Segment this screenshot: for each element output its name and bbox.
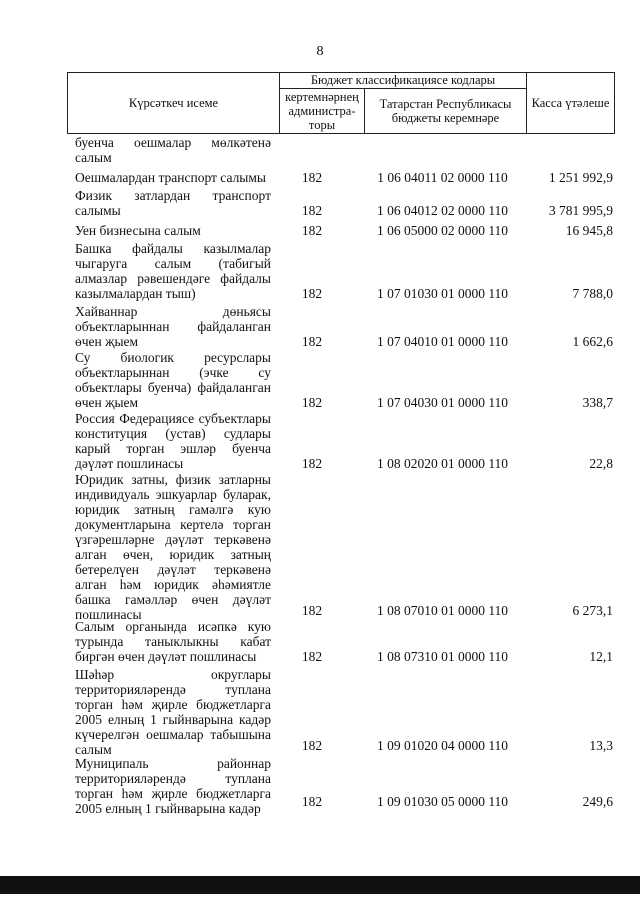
row-amount: 13,3 <box>589 738 613 753</box>
row-admin: 182 <box>301 334 323 349</box>
row-code: 1 09 01020 04 0000 110 <box>376 738 509 753</box>
row-name: Физик затлардан транспорт салымы <box>75 188 271 218</box>
row-amount: 7 788,0 <box>572 286 613 301</box>
row-code: 1 06 04012 02 0000 110 <box>376 203 509 218</box>
page-number: 8 <box>316 44 324 59</box>
header-tatarstan-revenue-code: Татарстан Республикасы бюджеты керемнәре <box>365 89 527 133</box>
row-amount: 6 273,1 <box>572 603 613 618</box>
row-admin: 182 <box>301 794 323 809</box>
row-amount: 3 781 995,9 <box>548 203 613 218</box>
row-admin: 182 <box>301 170 323 185</box>
row-name: Юридик затны, физик затларны индивидуаль эшкуарлар буларак, юридик затның гамәлгә кую документларына кертелә торган үзгәрешләрне дәүләт теркәвенә алган өчен, юридик затның бетерелүен дәүләт теркәвенә алган һәм юридик әһәмиятле башка гамәлләр өчен дәүләт пошлинасы <box>75 472 271 622</box>
row-name: Салым органында исәпкә кую турында таныклыкны кабат биргән өчен дәүләт пошлинасы <box>75 619 271 664</box>
row-name: Су биологик ресурслары объектларыннан (эчке су объектлары буенча) файдаланган өчен җыем <box>75 350 271 410</box>
row-name: Муниципаль районнар территорияләрендә туплана торган һәм җирле бюджетларга 2005 елның 1 гыйнварына кадәр <box>75 756 271 816</box>
row-name: Оешмалардан транспорт салымы <box>75 170 266 185</box>
table-header <box>67 72 615 134</box>
row-code: 1 09 01030 05 0000 110 <box>376 794 509 809</box>
row-code: 1 07 01030 01 0000 110 <box>376 286 509 301</box>
row-name: Хайваннар дөньясы объектларыннан файдаланган өчен җыем <box>75 304 271 349</box>
header-cash-execution: Касса үтәлеше <box>531 96 610 110</box>
row-code: 1 06 04011 02 0000 110 <box>377 170 508 185</box>
row-code: 1 08 07310 01 0000 110 <box>376 649 509 664</box>
scan-bottom-edge <box>0 876 640 894</box>
row-admin: 182 <box>301 223 323 238</box>
row-code: 1 08 02020 01 0000 110 <box>376 456 509 471</box>
header-revenue-administrator: кертемнәрнең администра-торы <box>280 89 365 133</box>
row-name: буенча оешмалар мөлкәтенә салым <box>75 135 271 165</box>
row-admin: 182 <box>301 738 323 753</box>
row-amount: 249,6 <box>582 794 613 809</box>
row-admin: 182 <box>301 286 323 301</box>
row-amount: 338,7 <box>582 395 613 410</box>
header-budget-classification: Бюджет классификациясе кодлары <box>280 73 527 89</box>
row-amount: 16 945,8 <box>565 223 613 238</box>
row-code: 1 06 05000 02 0000 110 <box>376 223 509 238</box>
row-admin: 182 <box>301 603 323 618</box>
header-indicator-name: Күрсәткеч исеме <box>68 73 280 133</box>
row-code: 1 08 07010 01 0000 110 <box>376 603 509 618</box>
row-admin: 182 <box>301 649 323 664</box>
row-name: Уен бизнесына салым <box>75 223 201 238</box>
row-amount: 1 662,6 <box>572 334 613 349</box>
row-amount: 12,1 <box>589 649 613 664</box>
row-code: 1 07 04010 01 0000 110 <box>376 334 509 349</box>
row-admin: 182 <box>301 456 323 471</box>
row-name: Башка файдалы казылмалар чыгаруга салым (табигый алмазлар рәвешендәге файдалы казылмалардан тыш) <box>75 241 271 301</box>
row-admin: 182 <box>301 395 323 410</box>
row-name: Шәһәр округлары территорияләрендә туплана торган һәм җирле бюджетларга 2005 елның 1 гыйнварына кадәр күчерелгән оешмалар табышына салым <box>75 667 271 757</box>
row-code: 1 07 04030 01 0000 110 <box>376 395 509 410</box>
row-admin: 182 <box>301 203 323 218</box>
row-amount: 1 251 992,9 <box>548 170 613 185</box>
row-amount: 22,8 <box>589 456 613 471</box>
row-name: Россия Федерациясе субъектлары конституция (устав) судлары карый торган эшләр буенча дәүләт пошлинасы <box>75 411 271 471</box>
